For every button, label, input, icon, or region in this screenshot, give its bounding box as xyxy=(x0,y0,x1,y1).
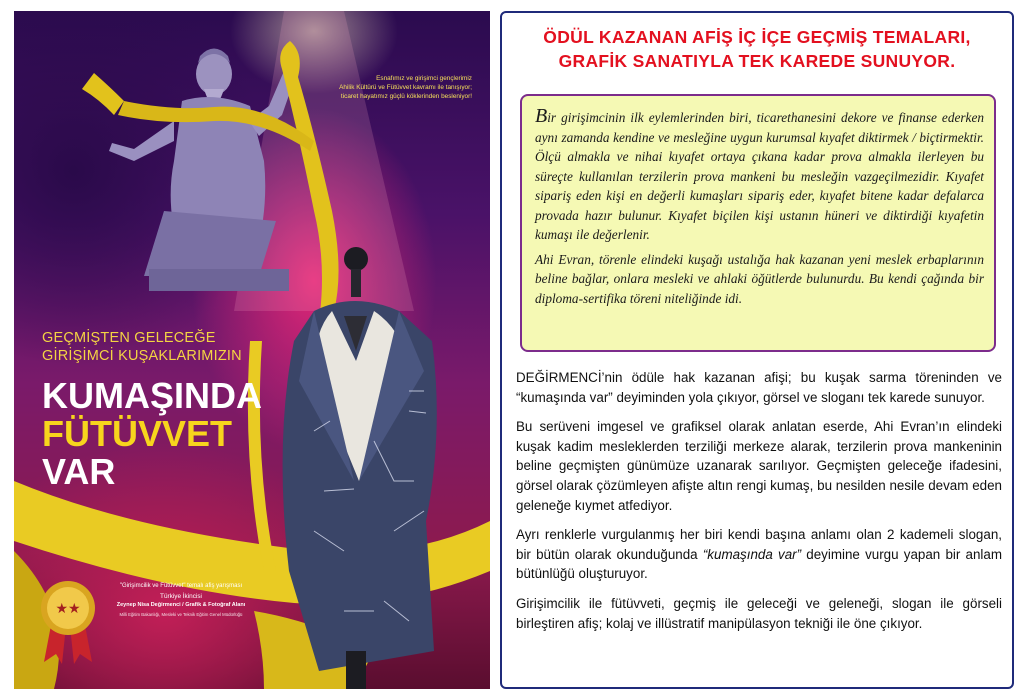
title-line: FÜTÜVVET xyxy=(42,413,233,454)
headline-line: ÖDÜL KAZANAN AFİŞ İÇ İÇE GEÇMİŞ TEMALARI, xyxy=(543,27,971,47)
poster-credits xyxy=(106,582,256,618)
body-paragraph: Girişimcilik ile fütüvveti, geçmiş ile geleceği ve geleneği, slogan ile görseli birleştiren afiş; kolaj ve illüstratif manipülasyon tekniği ile öne çıkıyor. xyxy=(516,595,1002,631)
body-paragraph xyxy=(516,525,1002,584)
credits-institution: Milli Eğitim Bakanlığı, Mesleki ve Teknik Eğitim Genel Müdürlüğü xyxy=(119,612,243,617)
title-line: VAR xyxy=(42,451,116,492)
article-headline xyxy=(502,25,1012,73)
body-text: deyimine vurgu yapan bir anlam bütünlüğü oluşturuyor. xyxy=(516,546,1003,582)
poster-tagline xyxy=(272,74,472,101)
body-emphasis: “kumaşında var” xyxy=(702,546,802,562)
title-line: KUMAŞINDA xyxy=(42,375,262,416)
drop-cap: B xyxy=(535,105,548,127)
poster-title xyxy=(42,377,262,491)
credits-competition: "Girişimcilik ve Fütüvvet" temalı afiş yarışması xyxy=(119,583,243,589)
body-paragraph: Bu serüveni imgesel ve grafiksel olarak anlatan eserde, Ahi Evran’ın elindeki kuşak kadim mesleklerden terziliği merkeze alarak, terzilerin prova mankeninin beline geçmişten günümüze uzanarak sarılıyor. Geçmişten geleceğe ifadesini, görsel olarak çözümleyen afişte altın rengi kumaş, bu nesilden nesile devam eden geleneğe kıymet atfediyor. xyxy=(516,419,1002,513)
body-text: Ayrı renklerle vurgulanmış her biri kendi başına anlamı olan 2 kademeli slogan, bir bütün olarak okunduğunda xyxy=(516,527,1002,562)
poster-subtitle xyxy=(42,329,242,365)
body-paragraph: DEĞİRMENCİ’nin ödüle hak kazanan afişi; bu kuşak sarma töreninden ve “kumaşında var” deyiminden yola çıkıyor, görsel ve sloganı tek karede sunuyor. xyxy=(516,370,1002,405)
tagline-line: ticaret hayatımız güçlü köklerinden besleniyor! xyxy=(340,93,472,100)
article-panel xyxy=(500,11,1014,689)
credits-place: Türkiye İkincisi xyxy=(160,593,202,600)
tagline-line: Esnafımız ve girişimci gençlerimiz xyxy=(376,75,472,82)
tailor-mannequin xyxy=(283,247,437,689)
quote-box xyxy=(520,94,996,352)
quote-paragraph: Ahi Evran, törenle elindeki kuşağı ustalığa hak kazanan yeni meslek erbaplarının beline bağlar, onlara mesleki ve ahlaki öğütlerde bulunurdu. Bu kendi çağında bir diploma-sertifika töreni niteliğinde idi. xyxy=(535,251,984,306)
subtitle-line: GİRİŞİMCİ KUŞAKLARIMIZIN xyxy=(42,348,242,364)
article-body xyxy=(516,368,1002,643)
subtitle-line: GEÇMİŞTEN GELECEĞE xyxy=(42,330,216,346)
tagline-line: Ahilik Kültürü ve Fütüvvet kavramı ile tanışıyor; xyxy=(339,84,472,91)
headline-line: GRAFİK SANATIYLA TEK KAREDE SUNUYOR. xyxy=(558,51,956,71)
quote-text: ir girişimcinin ilk eylemlerinden biri, ticarethanesini dekore ve finanse ederken aynı zamanda kendine ve mesleğine uygun kurumsal kıyafet diktirmek / biçtirmektir. Ölçü almakla ve nihai kıyafet ortaya çıkana kadar prova almakla ilerleyen bu süreçte kullanılan terzilerin prova mankeni bu mesleğin vazgeçilmezidir. Kıyafet sipariş eden kişi en değerli kumaşları sipariş eder, kıyafet bitene kadar defalarca provada hazır bulunur. Kıyafet biçilen kişi ustanın hüneri ve diktirdiği kıyafetin kumaşı ile değerlenir. xyxy=(535,110,984,242)
credits-author: Zeynep Nisa Değirmenci / Grafik & Fotoğraf Alanı xyxy=(116,602,246,608)
quote-paragraph xyxy=(535,107,984,245)
svg-text:★★: ★★ xyxy=(55,601,81,617)
award-medal-icon xyxy=(36,576,100,666)
award-poster xyxy=(14,11,490,689)
